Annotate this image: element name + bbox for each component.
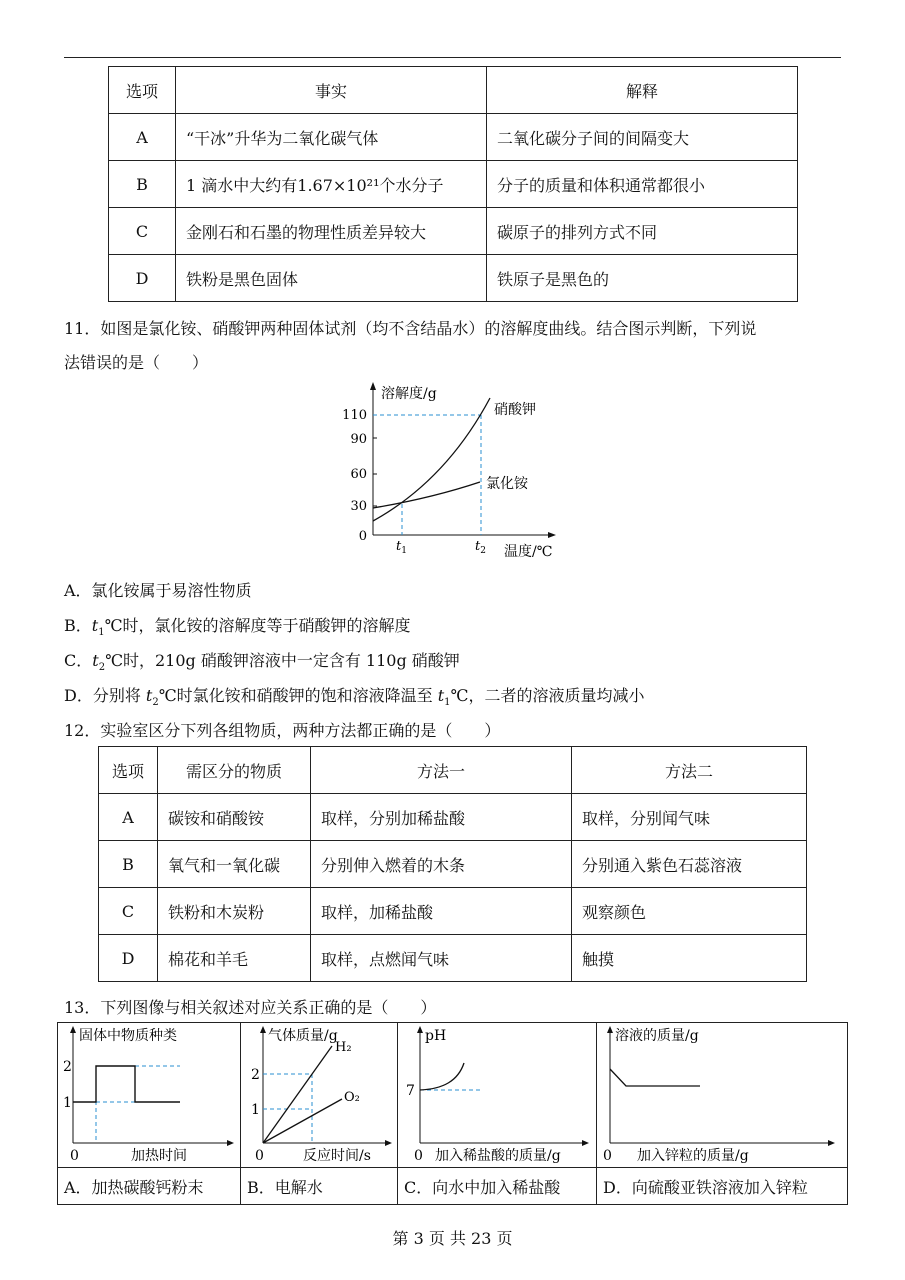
table-header-row <box>99 747 807 794</box>
header-cell: 选项 <box>99 747 158 794</box>
origin-label: 0 <box>358 529 367 544</box>
x-axis-label: 加入锌粒的质量/g <box>637 1148 749 1163</box>
option-cell: C <box>109 208 176 255</box>
y-axis-arrow <box>370 382 376 390</box>
y-axis-arrow <box>260 1026 266 1033</box>
y-axis-arrow <box>607 1026 613 1033</box>
x-axis-label: 反应时间/s <box>303 1148 371 1163</box>
page-footer: 第 3 页 共 23 页 <box>392 1229 513 1248</box>
x-tick-label: $t_2$ <box>475 539 486 556</box>
graph-cell-d <box>597 1023 848 1168</box>
option-11-c: C．$t_2℃$时，210g 硝酸钾溶液中一定含有 110g 硝酸钾 <box>64 651 460 674</box>
table-row <box>99 841 807 888</box>
option-cell: D <box>99 935 158 982</box>
series-h2-line <box>263 1046 332 1143</box>
header-cell: 需区分的物质 <box>158 747 311 794</box>
series-label-nh4cl: 氯化铵 <box>486 476 528 492</box>
series-nh4cl-curve <box>373 482 480 508</box>
header-cell: 方法一 <box>311 747 572 794</box>
fact-cell: 金刚石和石墨的物理性质差异较大 <box>176 208 487 255</box>
option-cell: B <box>109 161 176 208</box>
y-tick-label: 1 <box>251 1102 260 1118</box>
method-2-cell: 取样，分别闻气味 <box>572 794 807 841</box>
header-cell: 选项 <box>109 67 176 114</box>
option-cell: B <box>99 841 158 888</box>
substance-cell: 棉花和羊毛 <box>158 935 311 982</box>
origin-label: 0 <box>603 1148 612 1163</box>
origin-label: 0 <box>70 1148 79 1163</box>
table-header-row <box>109 67 798 114</box>
caption-c: C．向水中加入稀盐酸 <box>398 1168 597 1205</box>
question-11-line-1: 11．如图是氯化铵、硝酸钾两种固体试剂（均不含结晶水）的溶解度曲线。结合图示判断，下列说 <box>64 319 757 338</box>
y-tick-label: 110 <box>342 408 367 423</box>
solubility-chart <box>340 378 580 563</box>
y-tick-label: 7 <box>406 1083 415 1099</box>
method-1-cell: 取样，分别加稀盐酸 <box>311 794 572 841</box>
caption-b: B．电解水 <box>241 1168 398 1205</box>
table-row <box>109 114 798 161</box>
x-axis-label: 温度/℃ <box>504 544 553 560</box>
question-13: 13．下列图像与相关叙述对应关系正确的是（ ） <box>64 998 437 1017</box>
table-row <box>99 794 807 841</box>
y-axis-arrow <box>417 1026 423 1033</box>
x-tick-label: $t_1$ <box>396 539 407 556</box>
caption-a: A．加热碳酸钙粉末 <box>58 1168 241 1205</box>
y-tick-label: 1 <box>63 1095 72 1111</box>
y-axis-label: pH <box>425 1028 447 1044</box>
series-label-kno3: 硝酸钾 <box>494 402 536 418</box>
graph-a <box>58 1023 240 1163</box>
graphs-table <box>57 1022 848 1205</box>
series-kno3-curve <box>373 398 490 521</box>
graph-c <box>398 1023 596 1163</box>
fact-cell: “干冰”升华为二氧化碳气体 <box>176 114 487 161</box>
y-axis-label: 溶解度/g <box>381 386 437 402</box>
captions-row <box>58 1168 848 1205</box>
header-cell: 事实 <box>176 67 487 114</box>
series-curve <box>420 1063 464 1090</box>
x-axis-arrow <box>828 1140 835 1146</box>
origin-label: 0 <box>255 1148 264 1163</box>
caption-d: D．向硫酸亚铁溶液加入锌粒 <box>597 1168 848 1205</box>
table-row <box>99 935 807 982</box>
table-row <box>99 888 807 935</box>
question-12: 12．实验室区分下列各组物质，两种方法都正确的是（ ） <box>64 721 501 740</box>
method-2-cell: 分别通入紫色石蕊溶液 <box>572 841 807 888</box>
option-11-b: B．$t_1℃$时，氯化铵的溶解度等于硝酸钾的溶解度 <box>64 616 411 639</box>
question-11-line-2: 法错误的是（ ） <box>64 353 209 372</box>
explanation-cell: 分子的质量和体积通常都很小 <box>487 161 798 208</box>
y-tick-label: 2 <box>251 1067 260 1083</box>
x-axis-arrow <box>227 1140 234 1146</box>
graph-cell-c <box>398 1023 597 1168</box>
option-11-d: D．分别将 $t_2℃$时氯化铵和硝酸钾的饱和溶液降温至 $t_1℃$，二者的溶液质量均减小 <box>64 686 645 709</box>
graph-cell-a <box>58 1023 241 1168</box>
fact-cell: 铁粉是黑色固体 <box>176 255 487 302</box>
option-cell: D <box>109 255 176 302</box>
series-o2-line <box>263 1099 342 1143</box>
x-axis-arrow <box>548 532 556 538</box>
x-axis-arrow <box>385 1140 392 1146</box>
y-axis-label: 气体质量/g <box>268 1028 338 1044</box>
series-label-h2: H₂ <box>335 1040 352 1055</box>
explanation-cell: 碳原子的排列方式不同 <box>487 208 798 255</box>
method-1-cell: 分别伸入燃着的木条 <box>311 841 572 888</box>
method-2-cell: 触摸 <box>572 935 807 982</box>
x-axis-label: 加入稀盐酸的质量/g <box>435 1148 561 1163</box>
header-cell: 解释 <box>487 67 798 114</box>
substance-cell: 铁粉和木炭粉 <box>158 888 311 935</box>
origin-label: 0 <box>414 1148 423 1163</box>
y-tick-label: 2 <box>63 1059 72 1075</box>
option-11-a: A．氯化铵属于易溶性物质 <box>64 581 252 600</box>
y-axis-label: 固体中物质种类 <box>79 1028 177 1044</box>
option-cell: A <box>99 794 158 841</box>
table-row <box>109 208 798 255</box>
y-tick-label: 90 <box>350 432 367 447</box>
substance-cell: 氧气和一氧化碳 <box>158 841 311 888</box>
graph-b <box>241 1023 397 1163</box>
y-axis-label: 溶液的质量/g <box>615 1028 699 1044</box>
option-cell: A <box>109 114 176 161</box>
graph-d <box>597 1023 847 1163</box>
series-line <box>73 1066 180 1102</box>
x-axis-label: 加热时间 <box>131 1148 187 1163</box>
header-rule <box>64 57 841 58</box>
y-axis-arrow <box>70 1026 76 1033</box>
explanation-cell: 二氧化碳分子间的间隔变大 <box>487 114 798 161</box>
y-tick-label: 60 <box>350 467 367 482</box>
table-row <box>109 255 798 302</box>
method-2-cell: 观察颜色 <box>572 888 807 935</box>
y-tick-label: 30 <box>350 499 367 514</box>
explanation-cell: 铁原子是黑色的 <box>487 255 798 302</box>
method-1-cell: 取样，点燃闻气味 <box>311 935 572 982</box>
series-label-o2: O₂ <box>344 1090 360 1105</box>
substance-cell: 碳铵和硝酸铵 <box>158 794 311 841</box>
option-cell: C <box>99 888 158 935</box>
header-cell: 方法二 <box>572 747 807 794</box>
facts-table <box>108 66 798 302</box>
fact-cell: 1 滴水中大约有1.67×10²¹个水分子 <box>176 161 487 208</box>
series-line <box>610 1069 700 1086</box>
graphs-row <box>58 1023 848 1168</box>
graph-cell-b <box>241 1023 398 1168</box>
methods-table <box>98 746 807 982</box>
table-row <box>109 161 798 208</box>
method-1-cell: 取样，加稀盐酸 <box>311 888 572 935</box>
x-axis-arrow <box>582 1140 589 1146</box>
